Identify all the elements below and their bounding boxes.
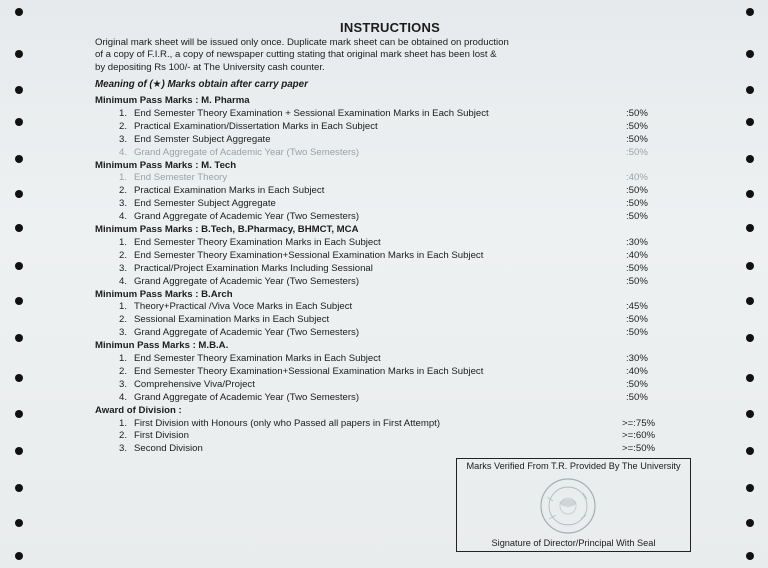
item-number: 2.	[118, 365, 127, 377]
criteria-text: First Division with Honours (only who Passed all papers in First Attempt)	[134, 417, 441, 429]
criteria-row	[0, 250, 768, 263]
criteria-row	[0, 198, 768, 211]
criteria-text: Grand Aggregate of Academic Year (Two Semesters)	[134, 391, 360, 403]
pass-percentage: :45%	[626, 301, 648, 313]
pass-percentage: :50%	[626, 133, 648, 145]
criteria-row	[0, 263, 768, 276]
item-number: 3.	[118, 198, 127, 210]
criteria-text: Grand Aggregate of Academic Year (Two Semesters)	[134, 327, 360, 339]
punch-hole	[746, 50, 754, 58]
criteria-row	[0, 237, 768, 250]
criteria-text: End Semester Theory Examination+Sessional Examination Marks in Each Subject	[134, 365, 484, 377]
section-heading: Minimum Pass Marks : M. Tech	[95, 159, 237, 171]
item-number: 2.	[118, 314, 127, 326]
criteria-row	[0, 301, 768, 314]
signature-label: Signature of Director/Principal With Seal	[491, 538, 656, 548]
item-number: 4.	[118, 146, 127, 158]
item-number: 4.	[118, 275, 127, 287]
section-heading-row	[0, 224, 768, 237]
pass-percentage: :50%	[626, 198, 648, 210]
criteria-row	[0, 353, 768, 366]
criteria-text: Practical/Project Examination Marks Including Sessional	[134, 262, 373, 274]
punch-hole	[746, 552, 754, 560]
criteria-row	[0, 108, 768, 121]
criteria-row	[0, 430, 768, 443]
carry-paper-note: Meaning of (★) Marks obtain after carry paper	[95, 79, 308, 90]
pass-percentage: :50%	[626, 327, 648, 339]
intro-paragraph	[95, 37, 555, 74]
pass-percentage: :50%	[626, 107, 648, 119]
criteria-row	[0, 172, 768, 185]
intro-line: of a copy of F.I.R., a copy of newspaper cutting stating that original mark sheet has been lost &	[95, 49, 497, 61]
item-number: 1.	[118, 353, 127, 364]
punch-hole	[15, 50, 23, 58]
item-number: 3.	[118, 262, 127, 274]
item-number: 4.	[118, 211, 127, 223]
pass-percentage: :50%	[626, 378, 648, 390]
punch-hole	[746, 86, 754, 94]
pass-percentage: >=:60%	[622, 430, 656, 442]
criteria-row	[0, 366, 768, 379]
pass-percentage: :40%	[626, 365, 648, 377]
pass-percentage: :50%	[626, 146, 648, 158]
pass-percentage: :50%	[626, 262, 648, 274]
section-heading: Award of Division :	[95, 404, 182, 416]
section-heading-row	[0, 95, 768, 108]
pass-percentage: >=:50%	[622, 443, 656, 455]
punch-hole	[15, 86, 23, 94]
item-number: 2.	[118, 430, 127, 442]
verification-title: Marks Verified From T.R. Provided By The University	[466, 461, 681, 471]
criteria-text: End Semester Theory	[134, 172, 228, 184]
criteria-text: Practical Examination/Dissertation Marks in Each Subject	[134, 120, 378, 132]
punch-hole	[746, 8, 754, 16]
item-number: 4.	[118, 391, 127, 403]
pass-percentage: :50%	[626, 314, 648, 326]
section-heading-row	[0, 289, 768, 302]
pass-percentage: >=:75%	[622, 417, 656, 429]
criteria-row	[0, 134, 768, 147]
university-seal	[523, 475, 613, 537]
punch-hole	[15, 519, 23, 527]
criteria-row	[0, 147, 768, 160]
item-number: 1.	[118, 417, 127, 429]
item-number: 2.	[118, 249, 127, 261]
intro-line: by depositing Rs 100/- at The University cash counter.	[95, 61, 325, 73]
criteria-text: End Semester Theory Examination Marks in Each Subject	[134, 236, 381, 248]
criteria-text: Grand Aggregate of Academic Year (Two Semesters)	[134, 146, 360, 158]
criteria-text: Grand Aggregate of Academic Year (Two Semesters)	[134, 275, 360, 287]
pass-percentage: :30%	[626, 353, 648, 364]
criteria-row	[0, 211, 768, 224]
item-number: 1.	[118, 301, 127, 313]
item-number: 2.	[118, 185, 127, 197]
criteria-text: Comprehensive Viva/Project	[134, 378, 255, 390]
punch-hole	[15, 8, 23, 16]
intro-line: Original mark sheet will be issued only once. Duplicate mark sheet can be obtained on production	[95, 37, 509, 48]
punch-hole	[15, 484, 23, 492]
item-number: 3.	[118, 327, 127, 339]
page-title: INSTRUCTIONS	[340, 20, 440, 35]
criteria-row	[0, 392, 768, 405]
item-number: 1.	[118, 172, 127, 184]
item-number: 3.	[118, 133, 127, 145]
item-number: 1.	[118, 236, 127, 248]
item-number: 3.	[118, 378, 127, 390]
criteria-row	[0, 443, 768, 456]
criteria-row	[0, 121, 768, 134]
criteria-text: End Semester Theory Examination Marks in Each Subject	[134, 353, 381, 364]
section-heading: Minimum Pass Marks : B.Arch	[95, 288, 233, 300]
pass-percentage: :40%	[626, 172, 648, 184]
criteria-text: End Semster Subject Aggregate	[134, 133, 271, 145]
item-number: 3.	[118, 443, 127, 455]
criteria-row	[0, 314, 768, 327]
criteria-row	[0, 418, 768, 431]
criteria-text: Grand Aggregate of Academic Year (Two Semesters)	[134, 211, 360, 223]
criteria-text: End Semester Theory Examination + Sessional Examination Marks in Each Subject	[134, 107, 489, 119]
item-number: 1.	[118, 107, 127, 119]
criteria-text: First Division	[134, 430, 189, 442]
pass-percentage: :50%	[626, 211, 648, 223]
section-heading: Minimum Pass Marks : M. Pharma	[95, 95, 250, 106]
criteria-row	[0, 185, 768, 198]
criteria-text: Practical Examination Marks in Each Subject	[134, 185, 325, 197]
criteria-row	[0, 327, 768, 340]
pass-percentage: :50%	[626, 391, 648, 403]
punch-hole	[15, 552, 23, 560]
section-heading: Minimun Pass Marks : M.B.A.	[95, 340, 229, 352]
item-number: 2.	[118, 120, 127, 132]
punch-hole	[746, 484, 754, 492]
section-heading-row	[0, 340, 768, 353]
verification-box	[456, 458, 691, 552]
criteria-row	[0, 276, 768, 289]
criteria-text: End Semester Subject Aggregate	[134, 198, 276, 210]
criteria-row	[0, 379, 768, 392]
pass-percentage: :40%	[626, 249, 648, 261]
pass-percentage: :30%	[626, 236, 648, 248]
criteria-text: Sessional Examination Marks in Each Subject	[134, 314, 330, 326]
punch-hole	[746, 519, 754, 527]
pass-percentage: :50%	[626, 185, 648, 197]
pass-percentage: :50%	[626, 120, 648, 132]
section-heading-row	[0, 405, 768, 418]
criteria-text: Second Division	[134, 443, 203, 455]
pass-percentage: :50%	[626, 275, 648, 287]
criteria-text: Theory+Practical /Viva Voce Marks in Each Subject	[134, 301, 353, 313]
criteria-text: End Semester Theory Examination+Sessional Examination Marks in Each Subject	[134, 249, 484, 261]
section-heading-row	[0, 160, 768, 173]
section-heading: Minimum Pass Marks : B.Tech, B.Pharmacy, BHMCT, MCA	[95, 224, 359, 235]
